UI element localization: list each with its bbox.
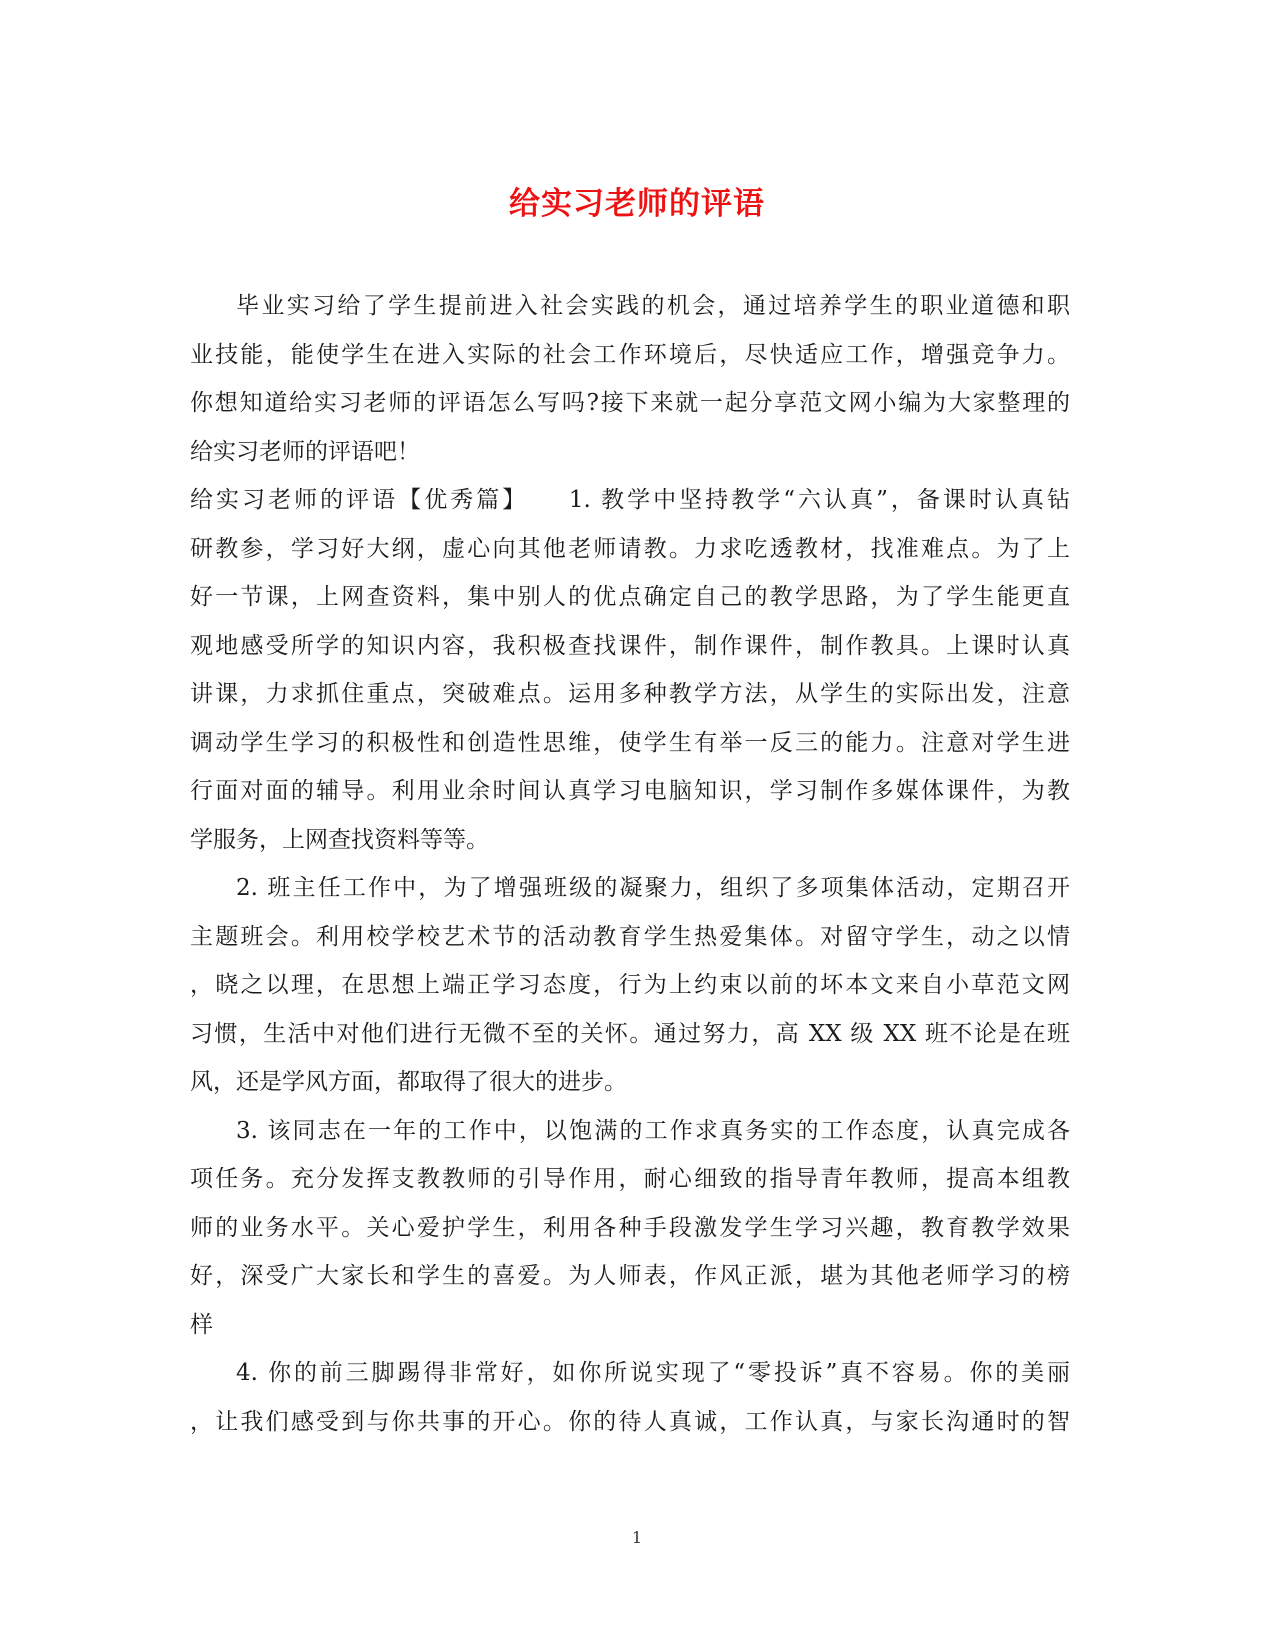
- text-line: 行面对面的辅导。利用业余时间认真学习电脑知识，学习制作多媒体课件，为教: [190, 778, 1070, 804]
- text-line: 研教参，学习好大纲，虚心向其他老师请教。力求吃透教材，找准难点。为了上: [190, 535, 1070, 562]
- document-title: 给实习老师的评语: [509, 186, 765, 222]
- text-line: 观地感受所学的知识内容，我积极查找课件，制作课件，制作教具。上课时认真: [190, 632, 1070, 659]
- text-line: 师的业务水平。关心爱护学生，利用各种手段激发学生学习兴趣，教育教学效果: [190, 1214, 1070, 1241]
- text-line: 你想知道给实习老师的评语怎么写吗?接下来就一起分享范文网小编为大家整理的: [190, 390, 1070, 416]
- text-line: 学服务，上网查找资料等等。: [190, 826, 489, 853]
- text-line: 给实习老师的评语【优秀篇】 1. 教学中坚持教学“六认真”，备课时认真钻: [190, 487, 1070, 513]
- text-line: 好一节课，上网查资料，集中别人的优点确定自己的教学思路，为了学生能更直: [190, 584, 1070, 610]
- text-line: 项任务。充分发挥支教教师的引导作用，耐心细致的指导青年教师，提高本组教: [190, 1166, 1070, 1192]
- text-line: 主题班会。利用校学校艺术节的活动教育学生热爱集体。对留守学生，动之以情: [190, 923, 1070, 950]
- page-number: 1: [631, 1528, 643, 1547]
- text-line: 毕业实习给了学生提前进入社会实践的机会，通过培养学生的职业道德和职: [236, 293, 1070, 319]
- text-line: 好，深受广大家长和学生的喜爱。为人师表，作风正派，堪为其他老师学习的榜: [190, 1263, 1070, 1289]
- text-line: ，让我们感受到与你共事的开心。你的待人真诚，工作认真，与家长沟通时的智: [190, 1408, 1070, 1435]
- text-line: 3. 该同志在一年的工作中，以饱满的工作求真务实的工作态度，认真完成各: [236, 1117, 1070, 1144]
- text-line: 给实习老师的评语吧！: [190, 438, 420, 465]
- text-line: 样: [190, 1311, 213, 1338]
- text-line: ，晓之以理，在思想上端正学习态度，行为上约束以前的坏本文来自小草范文网: [190, 972, 1070, 998]
- text-line: 4. 你的前三脚踢得非常好，如你所说实现了“零投诉”真不容易。你的美丽: [236, 1360, 1070, 1386]
- text-line: 讲课，力求抓住重点，突破难点。运用多种教学方法，从学生的实际出发，注意: [190, 681, 1070, 707]
- text-line: 业技能，能使学生在进入实际的社会工作环境后，尽快适应工作，增强竞争力。: [190, 341, 1070, 368]
- text-line: 调动学生学习的积极性和创造性思维，使学生有举一反三的能力。注意对学生进: [190, 729, 1070, 756]
- text-line: 习惯，生活中对他们进行无微不至的关怀。通过努力，高 XX 级 XX 班不论是在班: [190, 1020, 1070, 1047]
- text-line: 风，还是学风方面，都取得了很大的进步。: [190, 1069, 627, 1095]
- text-line: 2. 班主任工作中，为了增强班级的凝聚力，组织了多项集体活动，定期召开: [236, 875, 1070, 901]
- document-body: [190, 282, 1070, 1446]
